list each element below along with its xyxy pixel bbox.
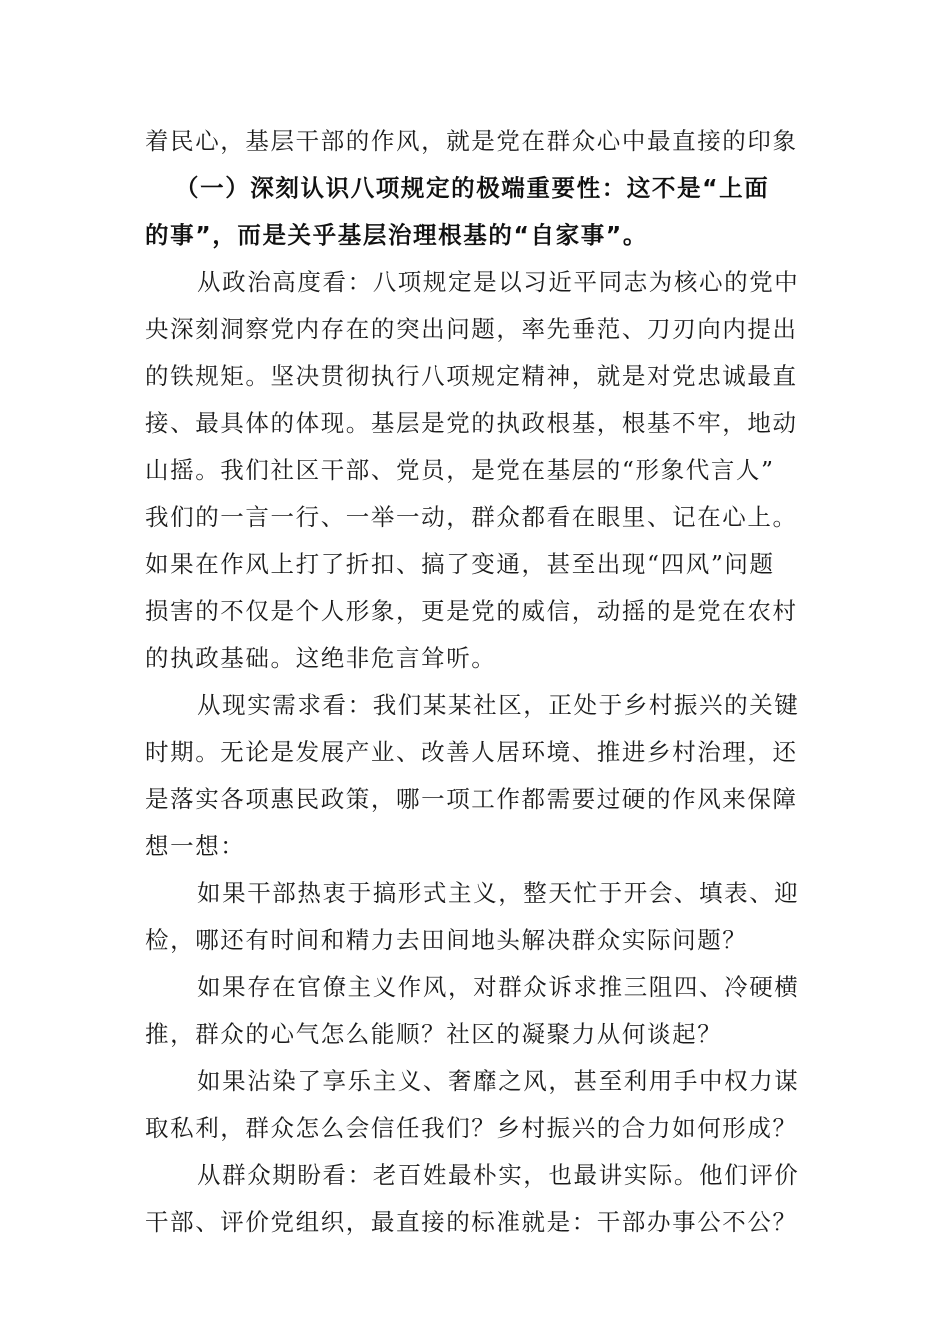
paragraph-line: 时期。无论是发展产业、改善人居环境、推进乡村治理，还 <box>145 738 798 766</box>
paragraph-line: 如果存在官僚主义作风，对群众诉求推三阻四、冷硬横 <box>197 973 800 1001</box>
paragraph-line: 损害的不仅是个人形象，更是党的威信，动摇的是党在农村 <box>145 597 798 625</box>
paragraph-line: 山摇。我们社区干部、党员，是党在基层的“形象代言人” <box>145 456 775 484</box>
paragraph-line: 干部、评价党组织，最直接的标准就是：干部办事公不公？ <box>145 1208 798 1236</box>
paragraph-line: 从政治高度看：八项规定是以习近平同志为核心的党中 <box>197 268 800 296</box>
document-body <box>145 118 810 1246</box>
paragraph-line: 想一想： <box>145 832 246 860</box>
paragraph-line: 着民心，基层干部的作风，就是党在群众心中最直接的印象 <box>145 127 798 155</box>
paragraph-line: 从现实需求看：我们某某社区，正处于乡村振兴的关键 <box>197 691 800 719</box>
paragraph-line: 是落实各项惠民政策，哪一项工作都需要过硬的作风来保障 <box>145 785 798 813</box>
paragraph-line: 如果沾染了享乐主义、奢靡之风，甚至利用手中权力谋 <box>197 1067 800 1095</box>
paragraph-line: 的执政基础。这绝非危言耸听。 <box>145 644 497 672</box>
section-heading-line: 的事”，而是关乎基层治理根基的“自家事”。 <box>145 221 648 249</box>
paragraph-line: 央深刻洞察党内存在的突出问题，率先垂范、刀刃向内提出 <box>145 315 798 343</box>
paragraph-line: 的铁规矩。坚决贯彻执行八项规定精神，就是对党忠诚最直 <box>145 362 798 390</box>
paragraph-line: 取私利，群众怎么会信任我们？乡村振兴的合力如何形成？ <box>145 1114 798 1142</box>
paragraph-line: 接、最具体的体现。基层是党的执政根基，根基不牢，地动 <box>145 409 798 437</box>
paragraph-line: 如果在作风上打了折扣、搞了变通，甚至出现“四风”问题 <box>145 550 775 578</box>
paragraph-line: 推，群众的心气怎么能顺？社区的凝聚力从何谈起？ <box>145 1020 723 1048</box>
paragraph-line: 检，哪还有时间和精力去田间地头解决群众实际问题？ <box>145 926 748 954</box>
paragraph-line: 如果干部热衷于搞形式主义，整天忙于开会、填表、迎 <box>197 879 800 907</box>
section-heading-line: （一）深刻认识八项规定的极端重要性：这不是“上面 <box>175 174 770 202</box>
paragraph-line: 我们的一言一行、一举一动，群众都看在眼里、记在心上。 <box>145 503 798 531</box>
paragraph-line: 从群众期盼看：老百姓最朴实，也最讲实际。他们评价 <box>197 1161 800 1189</box>
